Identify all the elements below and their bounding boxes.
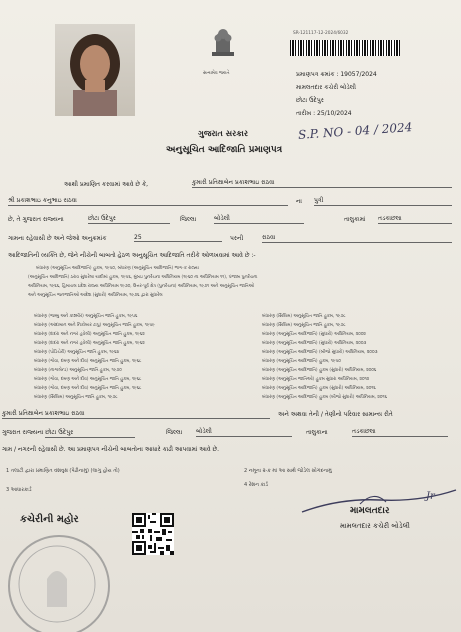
village-value: તડકાછલા [378,215,452,224]
legal-left-item: બંધારણ (નાગાલેન્ડ) અનુસૂચિત જાતિ હુકમ, ૧૯૭૦ [34,368,122,373]
document-item: 3 આધારકાર્ડ [6,487,32,493]
taluka-value: બોડેલી [214,215,304,224]
residence-taluka-label: તાલુકાના [306,429,328,436]
legal-intro-line: (અનુસૂચિત આદિજાતિ) ઠરાવ સુધારેલા યાદીમાં હુકમ, ૧૯૫૬, મુંબઇ પુનર્રચના અધિનિયમ (૧૯૬૦ ના અધિનિયમ ૧૧), પંજાબ પુનર્રચના [28,275,258,280]
legal-left-item: બંધારણ (ગોવા, દમણ અને દીવ) અનુસૂચિત જાતિ હુકમ, ૧૯૬૮ [34,359,142,364]
serial-value: 19057/2024 [340,71,377,78]
district-label: જિલ્લા [180,216,197,223]
document-item: 4 રેશન કાર્ડ [244,482,269,488]
district-value: છોટા ઉદેપુર [88,215,170,224]
document-item: 2 નમૂના ૨-ક માં આ સાથે જોડેલ સોગંદનામું [244,468,332,474]
residence-state-prefix: ગુજરાત રાજ્યના [2,429,44,436]
tribe-name: રાઠવા [262,234,452,243]
serial-row: પ્રમાણપત્ર ક્રમાંક : 19057/2024 [296,71,377,78]
state-prefix: છે, તે ગુજરાત રાજ્યના [8,216,64,223]
emblem-icon [204,22,242,70]
legal-right-item: બંધારણ (અનુસૂચિત જાતિઓ) હુકમ સુધારા અધિનિયમ, ૨૦૧૨ [262,377,370,382]
legal-left-item: બંધારણ (જમ્મુ અને કાશ્મીર) અનુસૂચિત જાતિ હુકમ, ૧૯૫૬ [34,314,138,319]
legal-right-item: બંધારણ (અનુસૂચિત આદિજાતિ) હુકમ, ૧૯૫૦ [262,359,341,364]
relation-value: પુત્રી [314,197,452,206]
serial-label: પ્રમાણપત્ર ક્રમાંક [296,71,335,78]
qr-code [132,513,174,555]
barcode [290,40,400,56]
signatory-title: મામલતદાર [350,506,390,516]
legal-right-item: બંધારણ (અનુસૂચિત આદિજાતિ) હુકમ (બીજો સુધારો) અધિનિયમ, ૨૦૧૬ [262,395,387,400]
legal-left-item: બંધારણ (પોંડિચેરી) અનુસૂચિત જાતિ હુકમ, ૧૯૬૪ [34,350,120,355]
legal-right-item: બંધારણ (અનુસૂચિત આદિજાતિ) (બીજો સુધારો) અધિનિયમ, ૨૦૦૩ [262,350,378,355]
legal-left-item: બંધારણ (દાદરા અને નગર હવેલી) અનુસૂચિત જાતિ હુકમ, ૧૯૬૨ [34,332,145,337]
certify-text: આથી પ્રમાણિત કરવામાં આવે છે કે, [64,181,149,188]
residence-district: છોટા ઉદેપુર [45,429,135,438]
legal-left-item: બંધારણ (ગોવા, દમણ અને દીવ) અનુસૂચિત જાતિ હુકમ, ૧૯૬૮ [34,377,142,382]
legal-right-item: બંધારણ (અનુસૂચિત આદિજાતિ) (સુધારો) અધિનિયમ, ૨૦૦૩ [262,341,367,346]
relation-suffix: ના [296,198,302,205]
certificate-heading: અનુસૂચિત આદિજાતિ પ્રમાણપત્ર [166,145,283,155]
date-row: તારીખ : 25/10/2024 [296,110,352,117]
resident-prefix: ગામના રહેવાસી છે અને જેઓ અનુક્રમાંક [8,235,107,242]
handwritten-sp-number: S.P. NO - 04 / 2024 [297,120,413,142]
legal-right-item: બંધારણ (સિક્કિમ) અનુસૂચિત જાતિ હુકમ, ૧૯૭૮ [262,314,346,319]
residence-suffix: અને અથવા તેની / તેણીનો પરિવાર સામાન્ય રીતે [278,411,393,418]
emblem-caption: સત્યમેવ જયતે [203,71,230,76]
signature-scrawl: Jr [426,491,435,502]
legal-left-item: બંધારણ (સિક્કિમ) અનુસૂચિત જાતિ હુકમ, ૧૯૭૮ [34,395,118,400]
entry-number: 25 [134,234,222,242]
residence-village: તડકાછલા [352,428,448,437]
father-name: શ્રી પ્રકાશભાઇ કનુભાઇ રાઠવા [8,197,288,206]
residence-state [2,429,135,438]
date-value: 25/10/2024 [317,110,352,117]
signatory-office: મામલતદાર કચેરી બોડેલી [340,522,410,530]
legal-right-item: બંધારણ (અનુસૂચિત આદિજાતિ) હુકમ (સુધારો) અધિનિયમ, ૨૦૦૬ [262,368,377,373]
residence-name: કુમારી પ્રતિક્ષાબેન પ્રકાશભાઇ રાઠવા [2,410,270,419]
legal-left-item: બંધારણ (આંદામાન અને નિકોબાર ટાપુ) અનુસૂચિત જાતિ હુકમ, ૧૯૫૯ [34,323,155,328]
legal-left-item: બંધારણ (દાદરા અને નગર હવેલી) અનુસૂચિત જાતિ હુકમ, ૧૯૬૨ [34,341,145,346]
legal-intro-line: બંધારણ (અનુસૂચિત આદિજાતિ) હુકમ, ૧૯૫૦, બંધારણ (અનુસૂચિત આદિજાતિ) ભાગ-ક રાજ્ય [36,266,199,271]
taluka-label: તાલુકામાં [344,216,366,223]
office-name: મામલતદાર કચેરી બોડેલી [296,84,356,91]
residence-district-label: જિલ્લા [166,429,183,436]
residence-closing: ગામ / નગરની રહેવાસી છે. આ પ્રમાણપત્ર નીચેની બાબતોના આધારે કાઢી આપવામાં આવે છે. [2,446,220,453]
legal-right-item: બંધારણ (અનુસૂચિત આદિજાતિ) હુકમ (સુધારો) અધિનિયમ, ૨૦૧૬ [262,386,376,391]
entry-label: પરની [230,235,244,242]
date-label: તારીખ [296,110,312,117]
residence-taluka: બોડેલી [196,428,292,437]
legal-left-item: બંધારણ (ગોવા, દમણ અને દીવ) અનુસૂચિત જાતિ હુકમ, ૧૯૬૮ [34,386,142,391]
government-title: ગુજરાત સરકાર [198,129,248,138]
applicant-name: કુમારી પ્રતિક્ષાબેન પ્રકાશભાઇ રાઠવા [192,179,452,188]
tribe-statement: આદિજાતિની વ્યક્તિ છે, જેને નીચેની બાબતો હેઠળ અનુસૂચિત આદિજાતિ તરીકે ઓળખવામાં આવે છે :- [8,252,256,259]
legal-intro-line: અને અનુસૂચિત જનજાતિઓ આદેશ (સુધારો) અધિનિયમ, ૧૯૭૬ દ્વારા સુધારેલ [28,293,163,298]
barcode-caption: SR-121117-12-2024/6032 [293,31,349,36]
legal-intro-line: અધિનિયમ, ૧૯૬૬, હિમાચલ પ્રદેશ રાજ્ય અધિનિયમ ૧૯૭૦, ઉત્તર-પૂર્વ ક્ષેત્ર (પુનર્રચના) અધિનિયમ, ૧૯૭૧ અને અનુસૂચિત જાતિઓ [28,284,254,289]
document-item: 1 તલાટી દ્વારા પ્રમાણિત વંશવૃક્ષ (પેઢીનામું) (લાગુ હોય તો) [6,468,120,474]
office-stamp [8,535,110,632]
office-district: છોટા ઉદેપુર [296,97,324,104]
office-seal-title: કચેરીની મહોર [20,514,79,525]
applicant-photo [55,24,135,116]
legal-right-item: બંધારણ (સિક્કિમ) અનુસૂચિત જાતિ હુકમ, ૧૯૭૮ [262,323,346,328]
legal-right-item: બંધારણ (અનુસૂચિત આદિજાતિ) (સુધારો) અધિનિયમ, ૨૦૦૨ [262,332,366,337]
